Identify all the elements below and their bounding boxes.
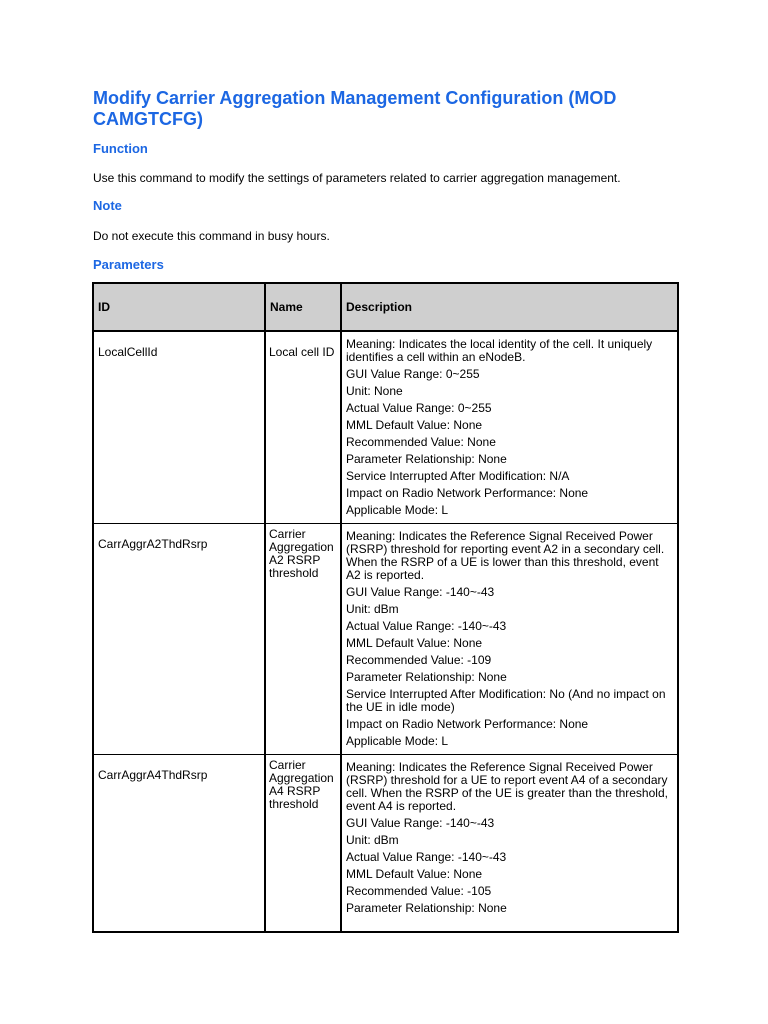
- page-title: Modify Carrier Aggregation Management Configuration (MOD CAMGTCFG): [93, 88, 617, 129]
- description-line: Actual Value Range: -140~-43: [346, 850, 507, 864]
- param-name-cell: Local cell ID: [265, 331, 341, 524]
- description-line: Parameter Relationship: None: [346, 670, 507, 684]
- description-line: Impact on Radio Network Performance: None: [346, 717, 589, 731]
- description-line: MML Default Value: None: [346, 418, 483, 432]
- param-id-cell: LocalCellId: [93, 331, 265, 524]
- note-heading: Note: [93, 198, 122, 213]
- param-name-cell: Carrier Aggregation A4 RSRP threshold: [265, 755, 341, 933]
- description-line: Actual Value Range: -140~-43: [346, 619, 507, 633]
- description-line: Impact on Radio Network Performance: None: [346, 486, 589, 500]
- param-id-cell: CarrAggrA4ThdRsrp: [93, 755, 265, 933]
- function-heading: Function: [93, 141, 148, 156]
- description-line: Unit: dBm: [346, 833, 399, 847]
- description-line: GUI Value Range: -140~-43: [346, 585, 495, 599]
- table-row: [93, 524, 678, 755]
- parameters-table: [92, 282, 679, 933]
- description-line: GUI Value Range: -140~-43: [346, 816, 495, 830]
- table-row: [93, 755, 678, 933]
- description-line: GUI Value Range: 0~255: [346, 367, 480, 381]
- description-line: Applicable Mode: L: [346, 734, 449, 748]
- description-line: Parameter Relationship: None: [346, 452, 507, 466]
- description-line: Unit: None: [346, 384, 403, 398]
- description-line: MML Default Value: None: [346, 867, 483, 881]
- description-line: Service Interrupted After Modification: No (And no impact on the UE in idle mode): [346, 687, 666, 714]
- description-line: Parameter Relationship: None: [346, 901, 507, 915]
- description-line: Unit: dBm: [346, 602, 399, 616]
- param-description-cell: [341, 524, 678, 755]
- description-line: Recommended Value: -105: [346, 884, 492, 898]
- note-text: Do not execute this command in busy hours.: [93, 229, 330, 243]
- param-description-cell: [341, 331, 678, 524]
- description-line: Meaning: Indicates the Reference Signal Received Power (RSRP) threshold for a UE to report event A4 of a secondary cell. When the RSRP of the UE is greater than the threshold, event A4 is reported.: [346, 760, 668, 813]
- parameters-heading: Parameters: [93, 257, 164, 272]
- param-id-cell: CarrAggrA2ThdRsrp: [93, 524, 265, 755]
- column-header-name: Name: [265, 283, 341, 331]
- description-line: Recommended Value: -109: [346, 653, 492, 667]
- column-header-id: ID: [93, 283, 265, 331]
- description-line: Applicable Mode: L: [346, 503, 449, 517]
- column-header-description: Description: [341, 283, 678, 331]
- description-line: Meaning: Indicates the Reference Signal Received Power (RSRP) threshold for reporting event A2 in a secondary cell. When the RSRP of a UE is lower than this threshold, event A2 is reported.: [346, 529, 665, 582]
- table-row: [93, 331, 678, 524]
- param-description-cell: [341, 755, 678, 933]
- param-name-cell: Carrier Aggregation A2 RSRP threshold: [265, 524, 341, 755]
- description-line: Actual Value Range: 0~255: [346, 401, 492, 415]
- description-line: Service Interrupted After Modification: N/A: [346, 469, 570, 483]
- description-line: Recommended Value: None: [346, 435, 496, 449]
- description-line: MML Default Value: None: [346, 636, 483, 650]
- table-header-row: [93, 283, 678, 331]
- function-text: Use this command to modify the settings of parameters related to carrier aggregation management.: [93, 171, 621, 185]
- description-line: Meaning: Indicates the local identity of the cell. It uniquely identifies a cell within an eNodeB.: [346, 337, 653, 364]
